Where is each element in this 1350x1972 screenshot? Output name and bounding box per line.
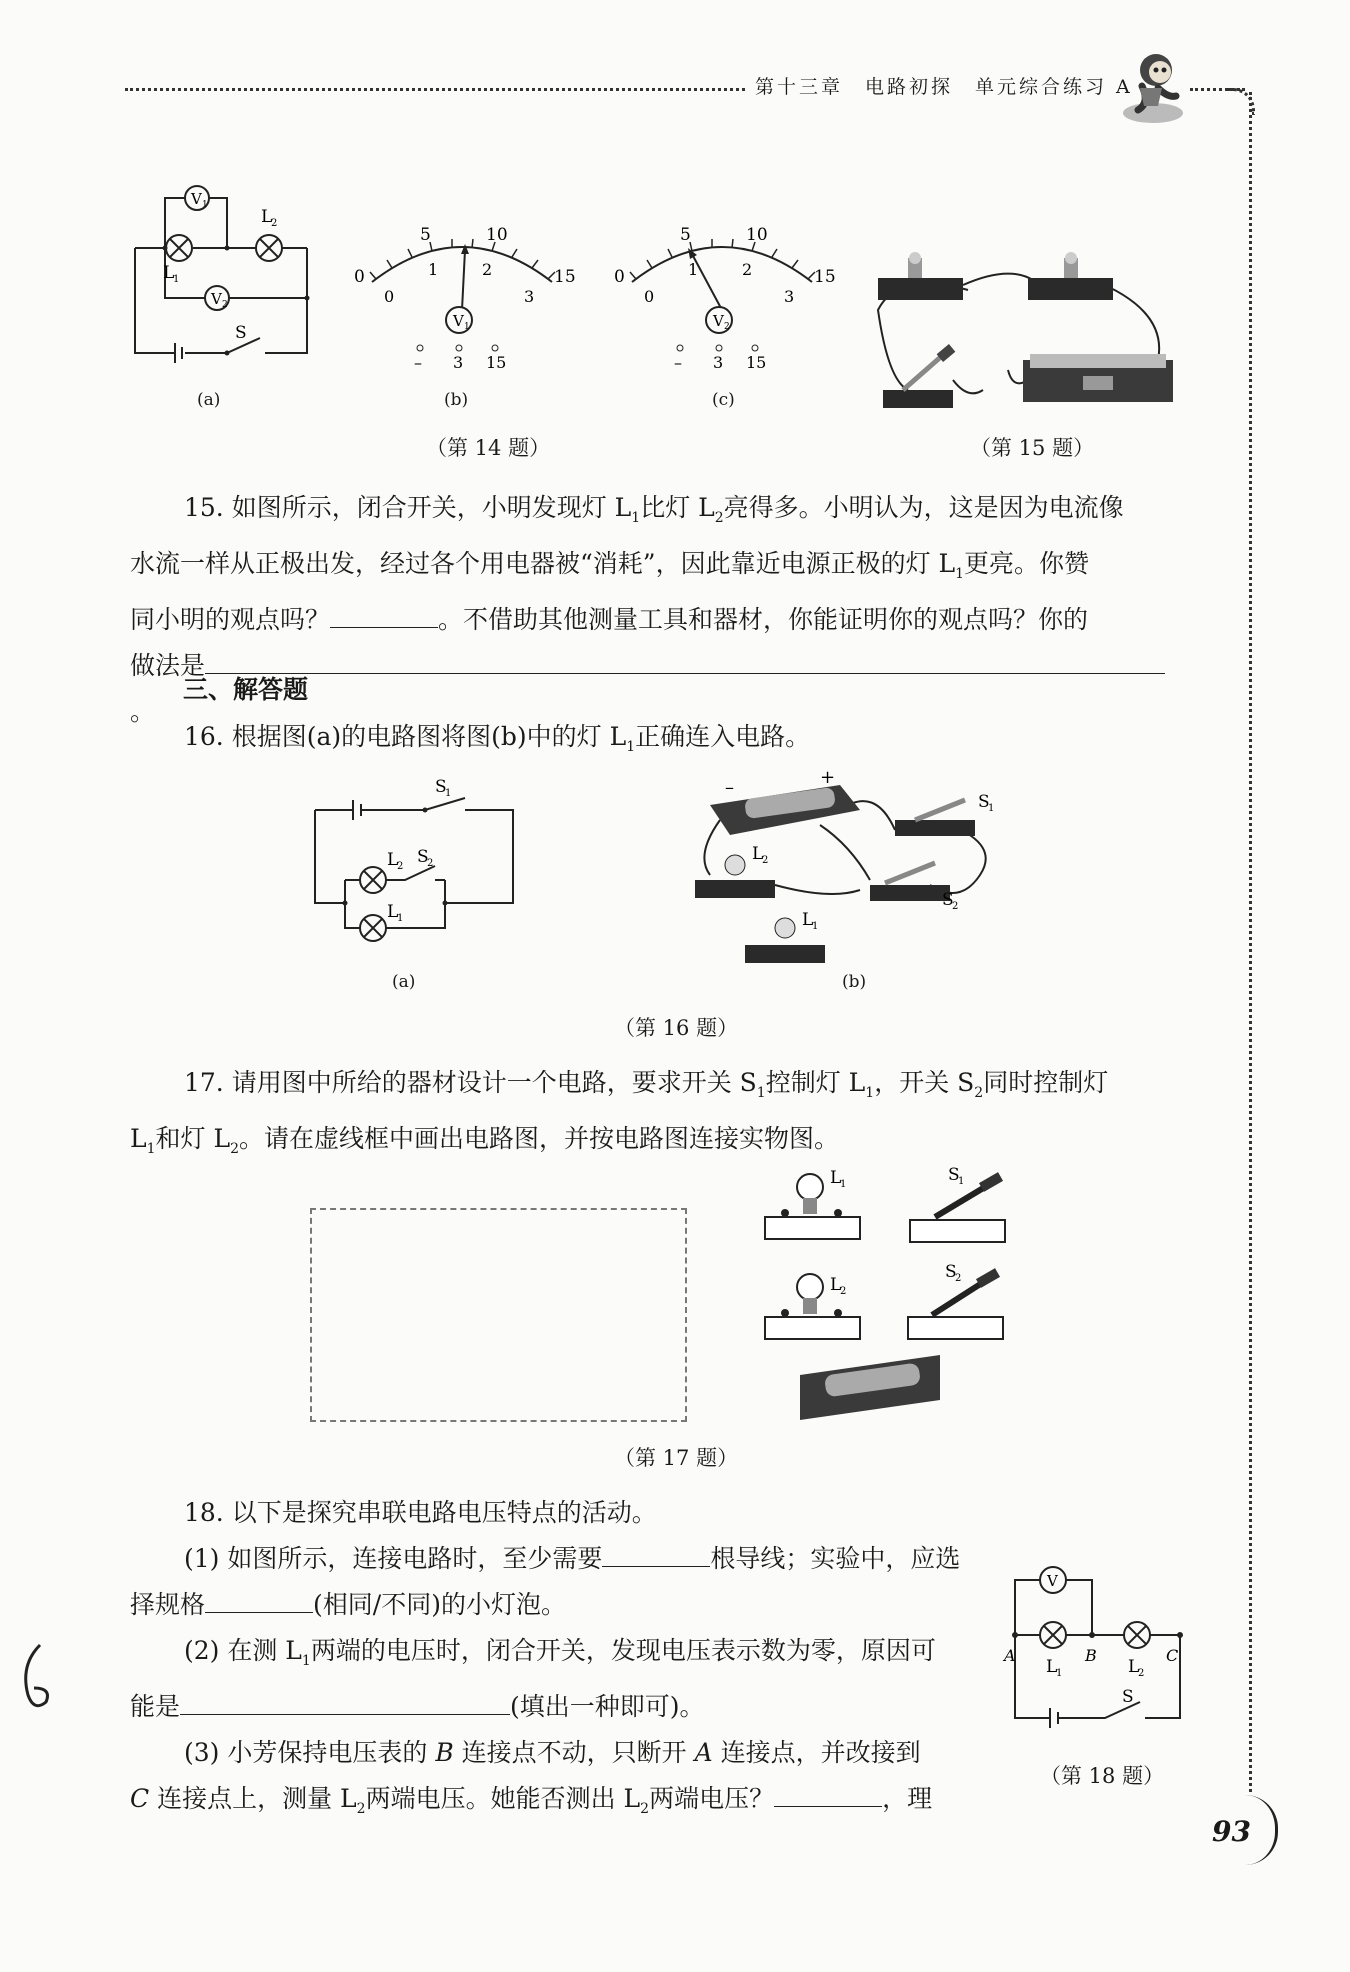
question-17: 17. 请用图中所给的器材设计一个电路，要求开关 $S_1$控制灯 $L_1$，开关 $S_2$同时控制灯 $L_1$和灯 $L_2$。请在虚线框中画出电路图，并按电路图连接实物图。 (130, 1068, 1109, 1157)
q15-answer-blank-1[interactable] (330, 603, 438, 628)
q18-answer-blank-1[interactable] (602, 1542, 710, 1567)
svg-text:0: 0 (644, 287, 655, 306)
svg-text:S: S (942, 890, 954, 910)
svg-text:1: 1 (988, 803, 995, 814)
svg-text:S: S (235, 323, 247, 343)
svg-text:5: 5 (680, 225, 691, 245)
svg-text:C: C (1166, 1646, 1179, 1665)
handwritten-margin-mark (10, 1640, 60, 1720)
svg-text:2: 2 (1138, 1668, 1145, 1679)
q18-answer-blank-2[interactable] (205, 1588, 313, 1613)
svg-text:1: 1 (1056, 1668, 1063, 1679)
svg-text:15: 15 (554, 267, 576, 287)
svg-text:L: L (387, 902, 399, 922)
svg-text:2: 2 (222, 300, 228, 310)
svg-text:V: V (713, 312, 724, 330)
lamp-holder-icon (878, 252, 963, 300)
svg-text:S: S (948, 1165, 960, 1185)
svg-text:2: 2 (955, 1273, 962, 1284)
svg-text:0: 0 (384, 287, 395, 306)
q18-answer-blank-4[interactable] (774, 1782, 882, 1807)
svg-text:S: S (1122, 1687, 1134, 1707)
svg-text:–: – (725, 777, 734, 798)
fig16b-physical-circuit (690, 765, 1010, 970)
circuit-drawing-area[interactable] (310, 1208, 687, 1422)
svg-text:1: 1 (445, 788, 452, 799)
q18-answer-blank-3[interactable] (180, 1690, 510, 1715)
question-18: 18. 以下是探究串联电路电压特点的活动。 (1) 如图所示，连接电路时，至少需要 根导线；实验中，应选 择规格 (相同/不同)的小灯泡。 (2) 在测 $L_1$两端的电压时，闭合开关，发现电压表示数为零，原因可 能是 (填出一种即可)。 (3) 小芳保持电压表的 B 连接点不动，只断开 A 连接点，并改接到 C 连接点上，测量 $L_2$两端电压。她能否测出 $L_2$两端电压？ ，理 (130, 1498, 961, 1817)
svg-text:L: L (1128, 1657, 1140, 1677)
svg-text:V: V (191, 190, 202, 208)
svg-text:S: S (945, 1262, 957, 1282)
svg-text:3: 3 (453, 353, 464, 372)
svg-text:15: 15 (746, 353, 767, 372)
svg-text:15: 15 (486, 353, 507, 372)
switch-icon (908, 1262, 1003, 1339)
fig14a-circuit-diagram (125, 178, 325, 418)
svg-text:L: L (752, 844, 764, 864)
svg-text:2: 2 (271, 218, 278, 229)
svg-text:L: L (830, 1168, 842, 1188)
fig15-caption: （第 15 题） (970, 436, 1095, 460)
header-dotted-rule (125, 88, 745, 91)
fig16-subcaption-b: (b) (842, 972, 867, 992)
svg-text:1: 1 (397, 913, 404, 924)
svg-text:A: A (1004, 1646, 1016, 1665)
svg-text:S: S (435, 777, 447, 797)
svg-text:10: 10 (486, 225, 508, 245)
switch-icon (895, 792, 994, 836)
fig16-caption: （第 16 题） (614, 1016, 739, 1040)
svg-text:0: 0 (614, 267, 625, 287)
q15-answer-blank-2[interactable] (205, 649, 1165, 674)
svg-text:10: 10 (746, 225, 768, 245)
svg-text:+: + (820, 767, 836, 788)
svg-text:L: L (163, 263, 175, 283)
lamp-holder-icon (765, 1168, 860, 1239)
battery-box-icon (1023, 354, 1173, 402)
fig17-caption: （第 17 题） (614, 1446, 739, 1470)
fig18-caption: （第 18 题） (1040, 1764, 1165, 1788)
svg-text:L: L (261, 207, 273, 227)
fig14c-voltmeter-dial (612, 222, 842, 382)
svg-text:V: V (211, 290, 222, 308)
svg-text:2: 2 (952, 901, 959, 912)
svg-text:1: 1 (428, 260, 439, 279)
svg-text:3: 3 (713, 353, 724, 372)
svg-text:L: L (387, 850, 399, 870)
svg-text:2: 2 (724, 322, 730, 332)
svg-text:3: 3 (524, 287, 535, 306)
svg-text:3: 3 (784, 287, 795, 306)
fig14-subcaption-c: (c) (712, 390, 735, 410)
lamp-holder-icon (745, 910, 825, 963)
svg-text:1: 1 (812, 921, 819, 932)
svg-text:2: 2 (840, 1286, 847, 1297)
svg-text:V: V (1047, 1572, 1058, 1590)
fig16a-circuit-diagram (305, 770, 525, 945)
lamp-holder-icon (765, 1274, 860, 1339)
page-number: 93 (1212, 1815, 1251, 1848)
svg-text:1: 1 (202, 200, 208, 210)
svg-text:1: 1 (173, 274, 180, 285)
svg-text:2: 2 (762, 855, 769, 866)
svg-text:1: 1 (464, 322, 470, 332)
fig15-physical-circuit (868, 250, 1188, 420)
svg-text:1: 1 (688, 260, 699, 279)
fig17-components (760, 1165, 1010, 1435)
lamp-holder-icon (1028, 252, 1113, 300)
svg-text:S: S (978, 792, 990, 812)
svg-text:0: 0 (354, 267, 365, 287)
svg-text:2: 2 (397, 861, 404, 872)
section-heading: 三、解答题 (183, 675, 309, 704)
svg-text:L: L (802, 910, 814, 930)
svg-text:–: – (414, 353, 422, 372)
battery-box-icon (800, 1355, 940, 1420)
fig14-subcaption-a: (a) (197, 390, 221, 410)
fig14-caption: （第 14 题） (426, 436, 551, 460)
switch-icon (883, 344, 955, 408)
svg-text:L: L (830, 1275, 842, 1295)
question-15: 15. 如图所示，闭合开关，小明发现灯 $L_1$比灯 $L_2$亮得多。小明认为，这是因为电流像 水流一样从正极出发，经过各个用电器被“消耗”，因此靠近电源正极的灯 $L_1$更亮。你赞 同小明的观点吗？ 。不借助其他测量工具和器材，你能证明你的观点吗？你的 做法是。 (130, 485, 1185, 735)
svg-text:15: 15 (814, 267, 836, 287)
fig14-subcaption-b: (b) (444, 390, 469, 410)
svg-text:1: 1 (840, 1179, 847, 1190)
switch-icon (870, 863, 958, 912)
chapter-header: 第十三章 电路初探 单元综合练习 A (755, 76, 1133, 98)
mascot-icon (1118, 48, 1188, 128)
battery-box-icon (710, 767, 860, 835)
fig14b-voltmeter-dial (352, 222, 582, 382)
svg-text:S: S (417, 847, 429, 867)
fig18-circuit-diagram (1000, 1560, 1190, 1730)
question-16: 16. 根据图(a)的电路图将图(b)中的灯 $L_1$正确连入电路。 (184, 722, 811, 755)
svg-text:2: 2 (742, 260, 753, 279)
svg-text:5: 5 (420, 225, 431, 245)
svg-text:1: 1 (958, 1176, 965, 1187)
svg-text:2: 2 (482, 260, 493, 279)
svg-text:2: 2 (427, 858, 434, 869)
svg-text:B: B (1085, 1646, 1097, 1665)
fig16-subcaption-a: (a) (392, 972, 416, 992)
page-number-arc (1245, 1795, 1278, 1865)
svg-text:L: L (1046, 1657, 1058, 1677)
svg-text:–: – (674, 353, 682, 372)
svg-text:V: V (453, 312, 464, 330)
page-right-dotted-border (1249, 92, 1252, 1792)
switch-icon (910, 1165, 1005, 1242)
